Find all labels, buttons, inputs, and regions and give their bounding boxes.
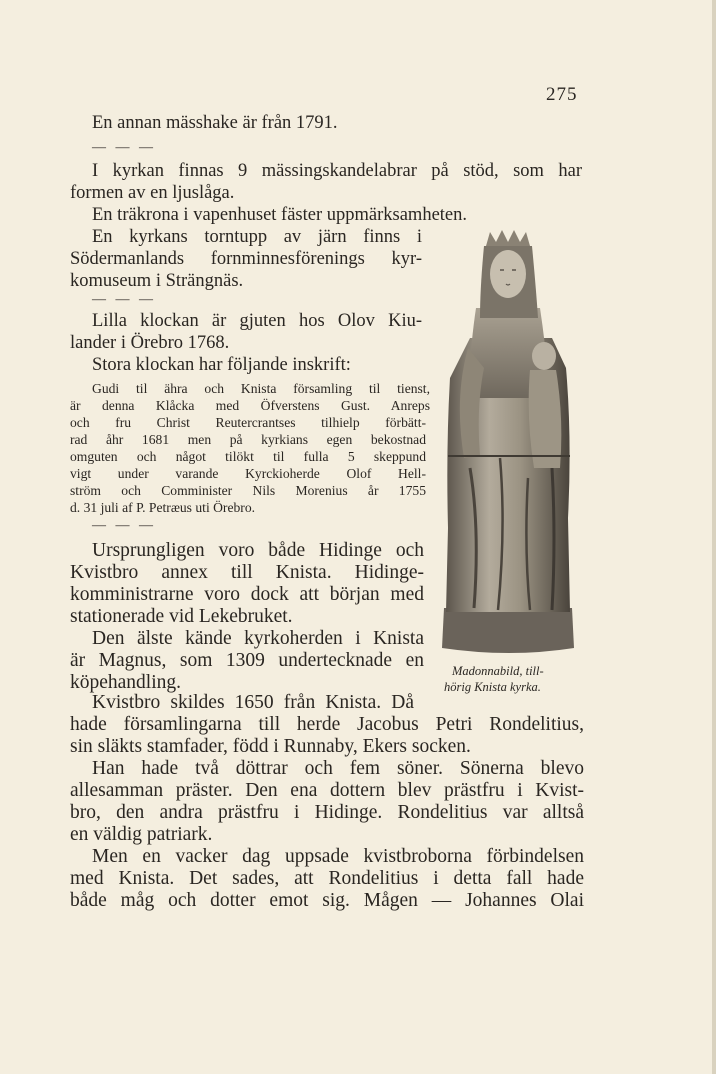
madonna-statue-photo xyxy=(440,228,576,656)
paragraph-line: formen av en ljuslåga. xyxy=(70,183,235,203)
paragraph-line: Södermanlands fornminnesförenings kyr- xyxy=(70,249,422,269)
paragraph-line: Stora klockan har följande inskrift: xyxy=(92,355,351,375)
inscription-line: och fru Christ Reutercrantses tilhielp förbätt- xyxy=(70,415,426,430)
inscription-line: omguten och något tilökt til fulla 5 skeppund xyxy=(70,449,426,464)
paragraph-line: hade församlingarna till herde Jacobus Petri Rondelitius, xyxy=(70,714,584,735)
paragraph-line: Ursprungligen voro både Hidinge och xyxy=(92,540,424,561)
inscription-line: är denna Klåcka med Öfverstens Gust. Anreps xyxy=(70,398,430,413)
paragraph-line: Den älste kände kyrkoherden i Knista xyxy=(92,628,424,649)
paragraph-line: stationerade vid Lekebruket. xyxy=(70,606,293,627)
paragraph-line: Men en vacker dag uppsade kvistbroborna förbindelsen xyxy=(92,846,584,867)
paragraph-line: är Magnus, som 1309 undertecknade en xyxy=(70,650,424,671)
inscription-line: Gudi til ähra och Knista församling til tienst, xyxy=(92,381,430,396)
inscription-line: d. 31 juli af P. Petræus uti Örebro. xyxy=(70,500,256,515)
section-separator: — — — xyxy=(92,140,156,155)
paragraph-line: I kyrkan finnas 9 mässingskandelabrar på stöd, som har xyxy=(92,161,582,181)
paragraph-line: köpehandling. xyxy=(70,672,182,693)
photo-caption-line: Madonnabild, till- xyxy=(452,664,544,678)
paragraph-line: En kyrkans torntupp av järn finns i xyxy=(92,227,422,247)
inscription-line: vigt under varande Kyrckioherde Olof Hell- xyxy=(70,466,426,481)
paragraph-line: Kvistbro skildes 1650 från Knista. Då xyxy=(92,692,414,713)
photo-caption-line: hörig Knista kyrka. xyxy=(444,680,541,694)
paragraph-line: Kvistbro annex till Knista. Hidinge- xyxy=(70,562,424,583)
section-separator: — — — xyxy=(92,292,156,307)
paragraph-line: Lilla klockan är gjuten hos Olov Kiu- xyxy=(92,311,422,331)
paragraph-line: med Knista. Det sades, att Rondelitius i detta fall hade xyxy=(70,868,584,889)
paragraph-line: bro, den andra prästfru i Hidinge. Rondelitius var alltså xyxy=(70,802,584,823)
paragraph-line: både måg och dotter emot sig. Mågen — Johannes Olai xyxy=(70,890,584,911)
paragraph-line: allesamman präster. Den ena dottern blev prästfru i Kvist- xyxy=(70,780,584,801)
paragraph-line: En annan mässhake är från 1791. xyxy=(92,113,338,133)
page-number: 275 xyxy=(546,84,578,105)
paragraph-line: lander i Örebro 1768. xyxy=(70,333,230,353)
inscription-line: rad åhr 1681 men på kyrkians egen bekostnad xyxy=(70,432,426,447)
inscription-line: ström och Comminister Nils Morenius år 1755 xyxy=(70,483,426,498)
paragraph-line: komuseum i Strängnäs. xyxy=(70,271,244,291)
page-edge xyxy=(712,0,716,1074)
section-separator: — — — xyxy=(92,518,156,533)
paragraph-line: En träkrona i vapenhuset fäster uppmärksamheten. xyxy=(92,205,468,225)
paragraph-line: en väldig patriark. xyxy=(70,824,213,845)
paragraph-line: Han hade två döttrar och fem söner. Sönerna blevo xyxy=(92,758,584,779)
paragraph-line: komministrarne voro dock att början med xyxy=(70,584,424,605)
paragraph-line: sin släkts stamfader, född i Runnaby, Ekers socken. xyxy=(70,736,471,757)
